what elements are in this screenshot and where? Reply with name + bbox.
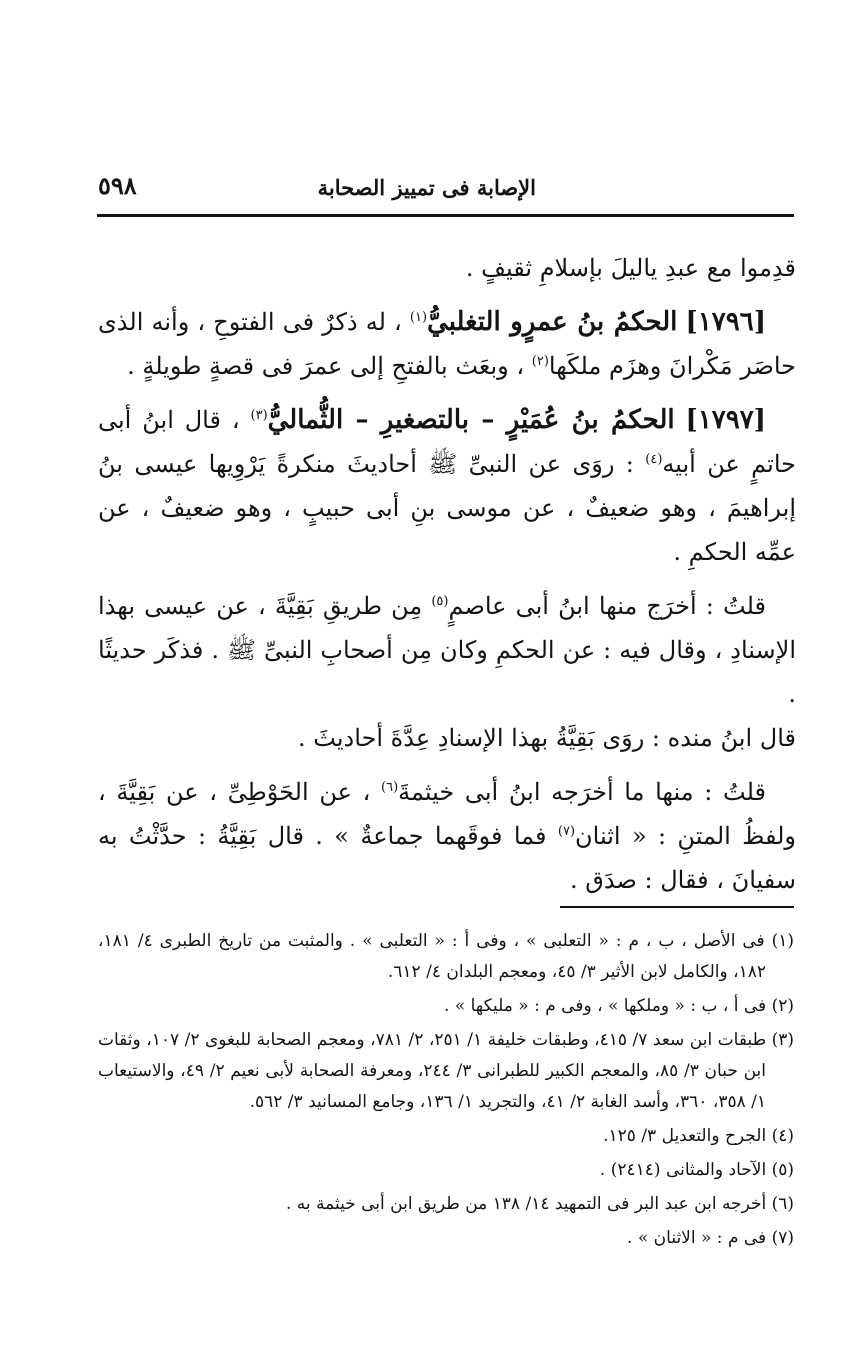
- footnote-ref: (٧): [557, 824, 576, 839]
- footnote: (٥) الآحاد والمثانى (٢٤١٤) .: [599, 1160, 794, 1180]
- entry-text: ، قال ابنُ أبى حاتمٍ عن أبيه: [98, 406, 796, 478]
- entry-name: الحكمُ بنُ عمرٍو التغلبيُّ: [427, 307, 678, 337]
- entry-text: ، وبعَث بالفتحِ إلى عمرَ فى قصةٍ طويلةٍ .: [127, 352, 525, 380]
- entry-name: الحكمُ بنُ عُمَيْرٍ – بالتصغيرِ – الثُّماليُّ: [267, 405, 675, 435]
- paragraph-ibn-mandah: قال ابنُ منده : روَى بَقِيَّةُ بهذا الإسنادِ عِدَّةَ أحاديثَ .: [298, 724, 796, 752]
- entry-number: [١٧٩٧]: [685, 405, 766, 435]
- footnote: (١) فى الأصل ، ب ، م : « التعلبى » ، وفى أ : « التعلبى » . والمثبت من تاريخ الطبرى ٤/ ١٨١، ١٨٢، والكامل لابن الأثير ٣/ ٤٥، ومعجم البلدان ٤/ ٦١٢.: [98, 931, 794, 982]
- footnote-ref: (١): [409, 310, 428, 325]
- footnote: (٧) فى م : « الاثنان » .: [627, 1228, 794, 1248]
- footnote: (٦) أخرجه ابن عبد البر فى التمهيد ١٤/ ١٣٨ من طريق ابن أبى خيثمة به .: [285, 1194, 794, 1214]
- main-text: [98, 246, 796, 902]
- entry-number: [١٧٩٦]: [685, 307, 766, 337]
- footnotes: [98, 926, 794, 1257]
- running-title: الإصابة فى تمييز الصحابة: [317, 175, 536, 200]
- footnote-ref: (٦): [381, 780, 399, 795]
- entry-text: : روَى عن النبىِّ ﷺ أحاديثَ منكرةً يَرْوِيها عيسى بنُ إبراهيمَ ، وهو ضعيفٌ ، عن موسى بنِ أبى حبيبٍ ، وهو ضعيفٌ ، عن عمِّه الحكمِ .: [98, 450, 796, 566]
- footnote-ref: (٢): [531, 354, 549, 369]
- entry-text: ، له ذكرٌ فى الفتوحِ ، وأنه الذى حاصَر مَكْرانَ وهزَم ملكَها: [98, 308, 796, 380]
- paragraph-note: قلتُ : أخرَج منها ابنُ أبى عاصمٍ$^{(٥)}$ مِن طريقِ بَقِيَّةَ ، عن عيسى بهذا الإسنادِ ، وقال فيه : عن الحكمِ وكان مِن أصحابِ النبىِّ ﷺ . فذكَر حديثًا .: [98, 592, 796, 708]
- footnote: (٢) فى أ ، ب : « وملكها » ، وفى م : « مليكها » .: [444, 996, 794, 1016]
- paragraph-continuation: قدِموا مع عبدِ ياليلَ بإسلامِ ثقيفٍ .: [465, 254, 796, 282]
- footnote-rule: [560, 906, 794, 908]
- page-number: ٥٩٨: [98, 171, 137, 200]
- footnote-ref: (٤): [645, 452, 663, 467]
- footnote-ref: (٣): [250, 408, 268, 423]
- page-header: [98, 170, 794, 200]
- footnote: (٣) طبقات ابن سعد ٧/ ٤١٥، وطبقات خليفة ١/ ٢٥١، ٢/ ٧٨١، ومعجم الصحابة للبغوى ٢/ ١٠٧، وثقات ابن حبان ٣/ ٨٥، والمعجم الكبير للطبرانى ٣/ ٢٤٤، ومعرفة الصحابة لأبى نعيم ٢/ ٤٩، والاستيعاب ١/ ٣٥٨، ٣٦٠، وأسد الغابة ٢/ ٤١، والتجريد ١/ ١٣٦، وجامع المسانيد ٣/ ٥٦٢.: [98, 1030, 794, 1112]
- paragraph-note: قلتُ : منها ما أخرَجه ابنُ أبى خيثمةَ$^{(٦)}$ ، عن الحَوْطِىِّ ، عن بَقِيَّةَ ، ولفظُ المتنِ : « اثنان$^{(٧)}$ فما فوقَهما جماعةٌ » . قال بَقِيَّةُ : حدَّثْتُ به سفيانَ ، فقال : صدَق .: [98, 778, 796, 894]
- entry-1796: [98, 300, 796, 388]
- header-rule: [97, 214, 794, 217]
- footnote-ref: (٥): [431, 594, 449, 609]
- entry-1797: [98, 398, 796, 574]
- footnote: (٤) الجرح والتعديل ٣/ ١٢٥.: [603, 1126, 794, 1146]
